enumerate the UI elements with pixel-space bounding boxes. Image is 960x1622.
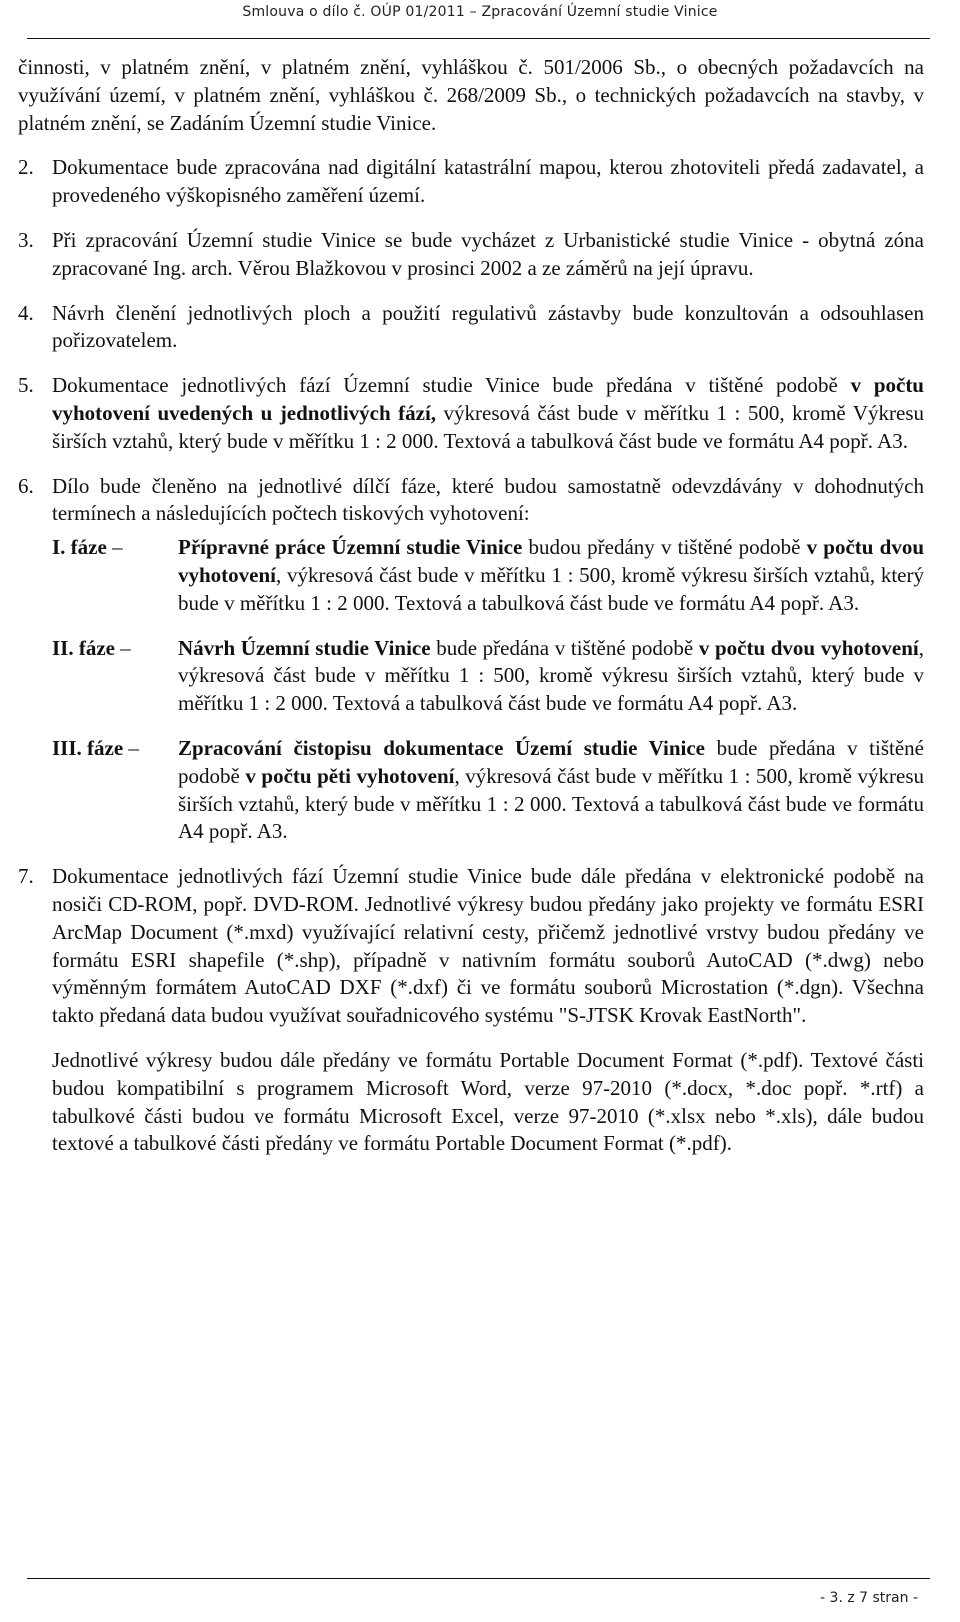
item-number: 3.	[18, 227, 34, 252]
list-item-6	[18, 473, 924, 529]
header-divider	[27, 38, 930, 39]
item-text: Dílo bude členěno na jednotlivé dílčí fáze, které budou samostatně odevzdávány v dohodnutých termínech a následujících počtech tiskových vyhotovení:	[52, 473, 924, 526]
phase-3	[52, 735, 924, 846]
phase-label: III. fáze –	[52, 735, 139, 760]
list-item-4	[18, 300, 924, 356]
phase-text: Přípravné práce Územní studie Vinice budou předány v tištěné podobě v počtu dvou vyhotovení, výkresová část bude v měřítku 1 : 500, kromě výkresu širších vztahů, který bude v měřítku 1 : 2 000. Textová a tabulková část bude ve formátu A4 popř. A3.	[178, 535, 924, 615]
item-text: Dokumentace bude zpracována nad digitální katastrální mapou, kterou zhotoviteli předá zadavatel, a provedeného výškopisného zaměření území.	[52, 155, 924, 208]
phase-text: Návrh Územní studie Vinice bude předána v tištěné podobě v počtu dvou vyhotovení, výkresová část bude v měřítku 1 : 500, kromě výkresu širších vztahů, který bude v měřítku 1 : 2 000. Textová a tabulková část bude ve formátu A4 popř. A3.	[178, 635, 925, 716]
page-number: - 3. z 7 stran -	[820, 1590, 918, 1606]
item-text: Při zpracování Územní studie Vinice se bude vycházet z Urbanistické studie Vinice - obytná zóna zpracované Ing. arch. Věrou Blažkovou v prosinci 2002 a ze záměrů na její úpravu.	[52, 227, 924, 280]
document-body	[18, 54, 924, 1158]
list-item-2	[18, 154, 924, 210]
phase-text: Zpracování čistopisu dokumentace Území studie Vinice bude předána v tištěné podobě v počtu pěti vyhotovení, výkresová část bude v měřítku 1 : 500, kromě výkresu širších vztahů, který bude v měřítku 1 : 2 000. Textová a tabulková část bude ve formátu A4 popř. A3.	[178, 735, 925, 844]
item-number: 6.	[18, 473, 34, 498]
list-item-5	[18, 372, 924, 455]
item-number: 2.	[18, 155, 34, 180]
item-text: Návrh členění jednotlivých ploch a použití regulativů zástavby bude konzultován a odsouhlasen pořizovatelem.	[52, 300, 924, 353]
page-header: Smlouva o dílo č. OÚP 01/2011 – Zpracování Územní studie Vinice	[242, 4, 718, 20]
bold-phrase: v počtu vyhotovení uvedených u jednotlivých fází,	[52, 373, 924, 425]
phase-label: II. fáze –	[52, 635, 131, 660]
item-text: Dokumentace jednotlivých fází Územní studie Vinice bude dále předána v elektronické podobě na nosiči CD-ROM, popř. DVD-ROM. Jednotlivé výkresy budou předány jako projekty ve formátu ESRI ArcMap Document (*.mxd) využívající relativní cesty, přičemž jednotlivé vrstvy budou předány ve formátu ESRI shapefile (*.shp), případně v nativním formátu souborů AutoCAD (*.dwg) nebo výměnným formátem AutoCAD DXF (*.dxf) či ve formátu souborů Microstation (*.dgn). Všechna takto předaná data budou využívat souřadnicového systému "S-JTSK Krovak EastNorth".	[52, 864, 924, 1028]
final-paragraph: Jednotlivé výkresy budou dále předány ve formátu Portable Document Format (*.pdf). Textové části budou kompatibilní s programem Microsoft Word, verze 97-2010 (*.docx, *.doc popř. *.rtf) a tabulkové části budou ve formátu Microsoft Excel, verze 97-2010 (*.xlsx nebo *.xls), dále budou textové a tabulkové části předány ve formátu Portable Document Format (*.pdf).	[52, 1047, 924, 1156]
continuation-paragraph: činnosti, v platném znění, v platném znění, vyhláškou č. 501/2006 Sb., o obecných požadavcích na využívání území, v platném znění, vyhláškou č. 268/2009 Sb., o technických požadavcích na stavby, v platném znění, se Zadáním Územní studie Vinice.	[18, 55, 924, 135]
phase-label: I. fáze –	[52, 535, 123, 560]
item-text: Dokumentace jednotlivých fází Územní studie Vinice bude předána v tištěné podobě v počtu vyhotovení uvedených u jednotlivých fází, výkresová část bude v měřítku 1 : 500, kromě Výkresu širších vztahů, který bude v měřítku 1 : 2 000. Textová a tabulková část bude ve formátu A4 popř. A3.	[52, 373, 924, 453]
footer-divider	[27, 1578, 930, 1579]
item-number: 7.	[18, 864, 34, 889]
phase-2	[52, 635, 924, 718]
item-number: 5.	[18, 373, 34, 398]
list-item-7	[18, 863, 924, 1030]
list-item-3	[18, 227, 924, 283]
phase-1	[52, 534, 924, 617]
item-number: 4.	[18, 300, 34, 325]
